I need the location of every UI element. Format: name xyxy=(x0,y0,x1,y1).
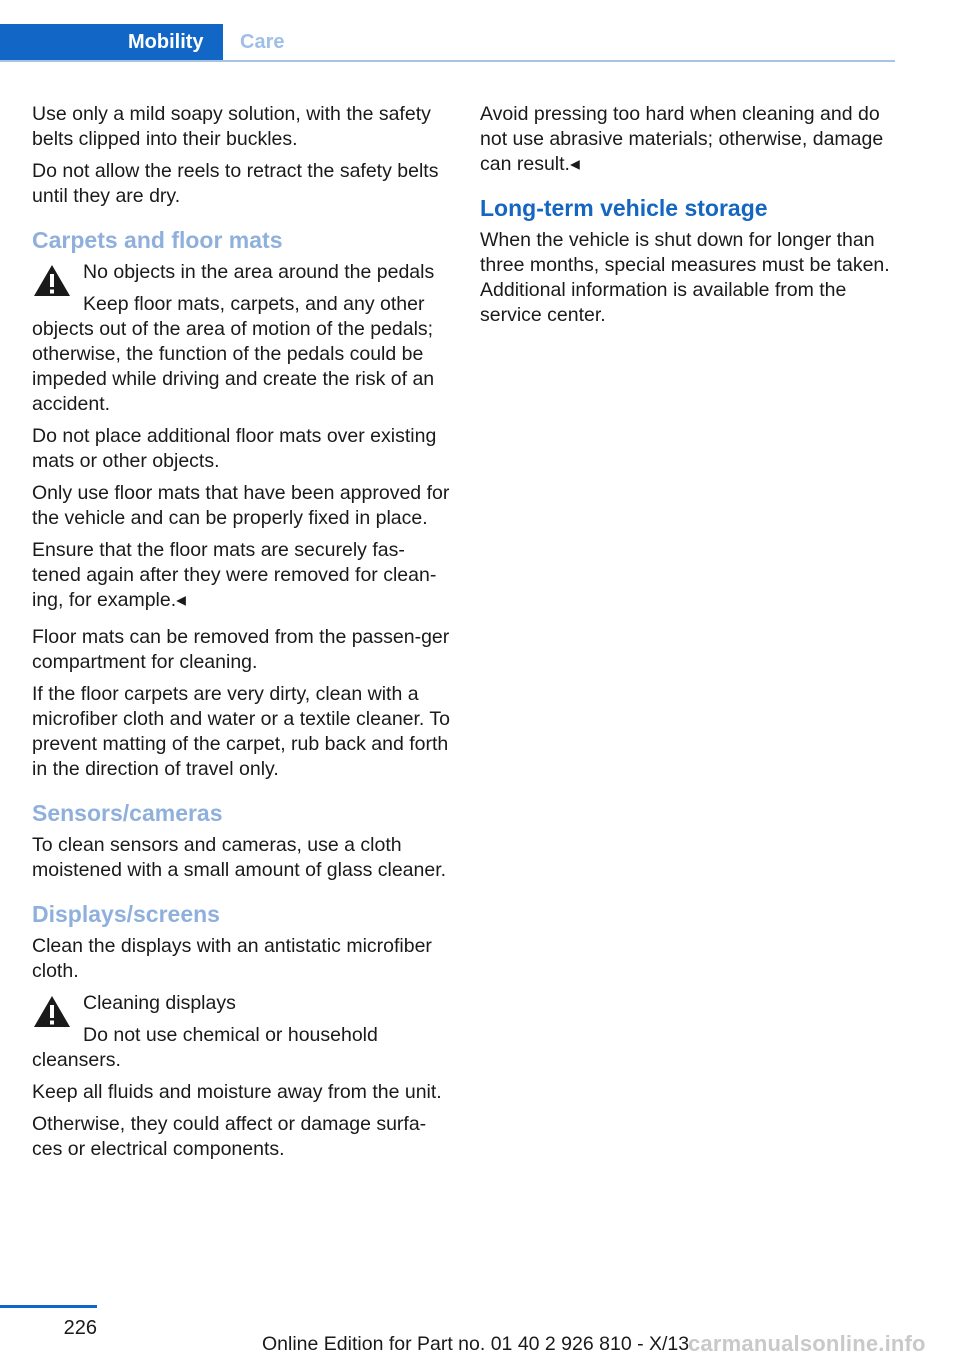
left-column xyxy=(32,102,452,1169)
tab-mobility[interactable]: Mobility xyxy=(0,24,223,60)
watermark: carmanualsonline.info xyxy=(688,1331,926,1356)
paragraph: Keep all fluids and moisture away from the unit. xyxy=(32,1081,442,1103)
paragraph: When the vehicle is shut down for longer than three months, special measures must be taken. Additional information is available from the service center. xyxy=(480,229,890,326)
warning-title: No objects in the area around the pedals xyxy=(83,261,435,283)
warning-text: Do not use chemical or household cleansers. xyxy=(32,1024,378,1071)
header-bar xyxy=(0,24,895,62)
paragraph: Clean the displays with an antistatic microfiber cloth. xyxy=(32,935,432,982)
paragraph: Otherwise, they could affect or damage surfa‐ces or electrical components. xyxy=(32,1113,427,1160)
paragraph: To clean sensors and cameras, use a cloth moistened with a small amount of glass cleaner. xyxy=(32,834,447,881)
heading-carpets: Carpets and floor mats xyxy=(32,227,283,253)
tab-care[interactable]: Care xyxy=(240,31,285,53)
heading-storage: Long-term vehicle storage xyxy=(480,195,768,221)
paragraph: Ensure that the floor mats are securely fas‐tened again after they were removed for clean‐ing, for example.◂ xyxy=(32,539,437,611)
heading-sensors: Sensors/cameras xyxy=(32,800,223,826)
heading-displays: Displays/screens xyxy=(32,901,220,927)
right-column xyxy=(480,102,900,335)
warning-text: Keep floor mats, carpets, and any other objects out of the area of motion of the pedals; otherwise, the function of the pedals could be impeded while driving and create the risk of an accident. xyxy=(32,293,435,415)
warning-triangle-icon xyxy=(32,262,72,300)
edition-info: Online Edition for Part no. 01 40 2 926 810 - X/13 xyxy=(262,1333,690,1355)
paragraph: Avoid pressing too hard when cleaning and do not use abrasive materials; otherwise, damage can result.◂ xyxy=(480,103,884,175)
footer-accent-line xyxy=(0,1305,97,1308)
warning-block xyxy=(32,260,452,417)
warning-block xyxy=(32,991,452,1073)
warning-title: Cleaning displays xyxy=(83,992,236,1014)
paragraph: Do not allow the reels to retract the safety belts until they are dry. xyxy=(32,160,439,207)
paragraph: If the floor carpets are very dirty, clean with a microfiber cloth and water or a textile cleaner. To prevent matting of the carpet, rub back and forth in the direction of travel only. xyxy=(32,683,451,780)
page-number: 226 xyxy=(63,1317,97,1339)
paragraph: Only use floor mats that have been approved for the vehicle and can be properly fixed in place. xyxy=(32,482,450,529)
paragraph: Use only a mild soapy solution, with the safety belts clipped into their buckles. xyxy=(32,103,431,150)
paragraph: Floor mats can be removed from the passen‐ger compartment for cleaning. xyxy=(32,626,450,673)
warning-triangle-icon xyxy=(32,993,72,1031)
paragraph: Do not place additional floor mats over existing mats or other objects. xyxy=(32,425,437,472)
